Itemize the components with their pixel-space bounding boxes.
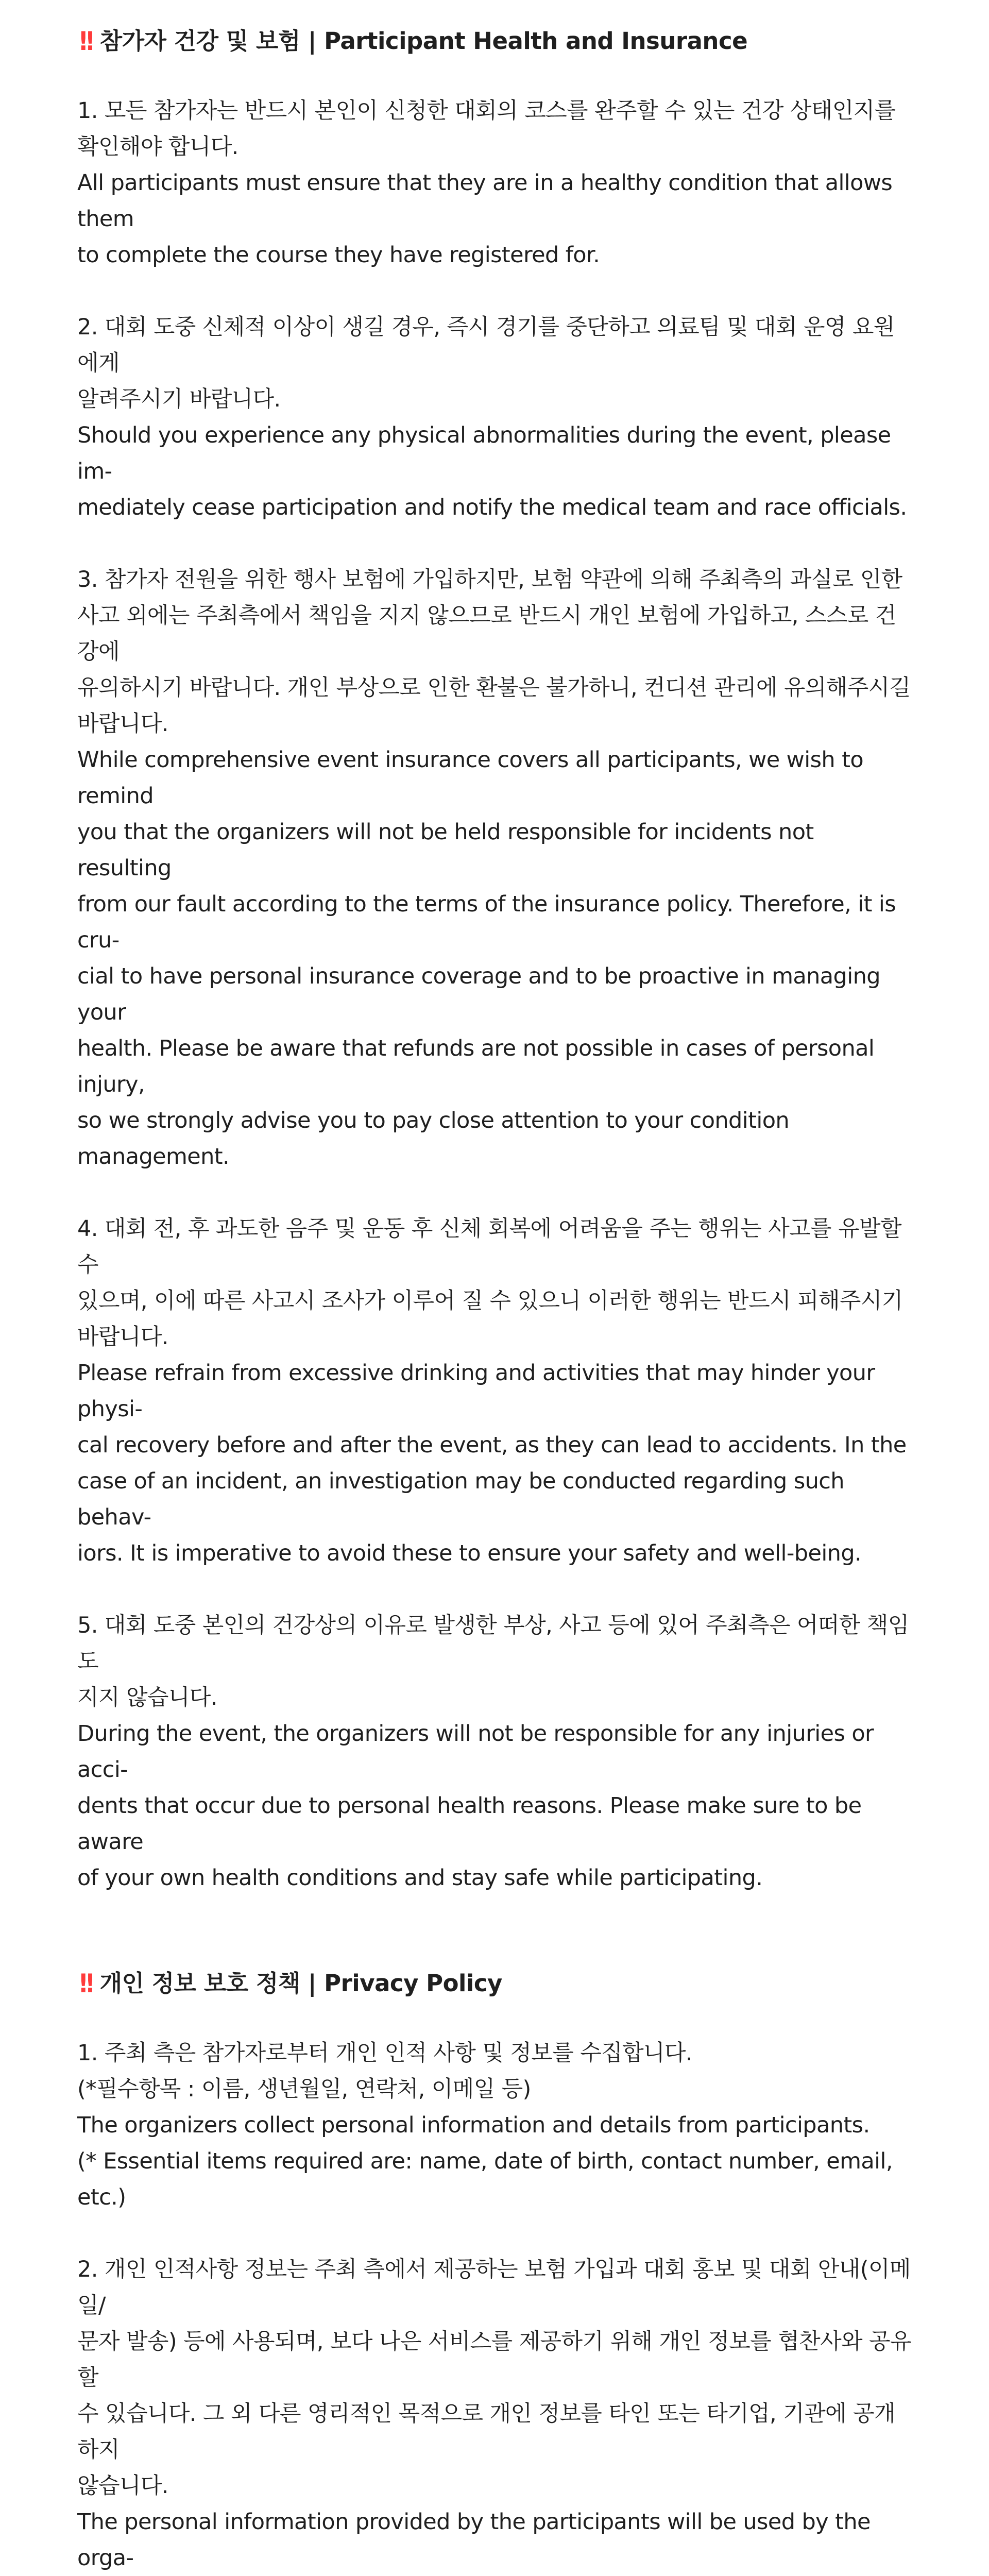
terms-item-english: During the event, the organizers will not be responsible for any injuries or acci- dents that occur due to personal health reasons. Please make sure to be aware of your own health conditions and stay safe while participating. (77, 1721, 874, 1891)
terms-item-english: All participants must ensure that they are in a healthy condition that allows them to complete the course they have registered for. (77, 170, 893, 268)
terms-item (77, 2035, 912, 2215)
terms-item-korean: 2. 개인 인적사항 정보는 주최 측에서 제공하는 보험 가입과 대회 홍보 및 대회 안내(이메일/ 문자 발송) 등에 사용되며, 보다 나은 서비스를 제공하기 위해 개인 정보를 협찬사와 공유할 수 있습니다. 그 외 다른 영리적인 목적으로 개인 정보를 타인 또는 타기업, 기관에 공개하지 않습니다. (77, 2257, 911, 2499)
terms-item-korean: 5. 대회 도중 본인의 건강상의 이유로 발생한 부상, 사고 등에 있어 주최측은 어떠한 책임도 지지 않습니다. (77, 1613, 909, 1710)
section-title-text: 개인 정보 보호 정책 | Privacy Policy (99, 1970, 502, 1997)
double-exclamation-icon: !! (78, 1969, 92, 1998)
double-exclamation-icon: !! (78, 26, 92, 56)
terms-item-english: Please refrain from excessive drinking and activities that may hinder your physi- cal recovery before and after the event, as they can lead to accidents. In the case of an incident, an investigation may be conducted regarding such behav- iors. It is imperative to avoid these to ensure your safety and well-being. (77, 1360, 907, 1566)
terms-item-korean: 1. 주최 측은 참가자로부터 개인 인적 사항 및 정보를 수집합니다. (*필수항목 : 이름, 생년월일, 연락처, 이메일 등) (77, 2040, 692, 2102)
terms-item (77, 309, 912, 526)
terms-item-english: Should you experience any physical abnormalities during the event, please im- mediately cease participation and notify the medical team and race officials. (77, 422, 907, 520)
terms-item (77, 1211, 912, 1571)
terms-section (77, 21, 912, 1896)
terms-item-english: The personal information provided by the participants will be used by the orga- (77, 2509, 871, 2571)
terms-item-korean: 3. 참가자 전원을 위한 행사 보험에 가입하지만, 보험 약관에 의해 주최측의 과실로 인한 사고 외에는 주최측에서 책임을 지지 않으므로 반드시 개인 보험에 가입하고, 스스로 건강에 유의하시기 바랍니다. 개인 부상으로 인한 환불은 불가하니, 컨디션 관리에 유의해주시길 바랍니다. (77, 567, 911, 737)
section-title-text: 참가자 건강 및 보험 | Participant Health and Insurance (99, 27, 748, 55)
terms-item-korean: 2. 대회 도중 신체적 이상이 생길 경우, 즉시 경기를 중단하고 의료팀 및 대회 운영 요원에게 알려주시기 바랍니다. (77, 314, 895, 412)
terms-item-korean: 4. 대회 전, 후 과도한 음주 및 운동 후 신체 회복에 어려움을 주는 행위는 사고를 유발할 수 있으며, 이에 따른 사고시 조사가 이루어 질 수 있으니 이러한 행위는 반드시 피해주시기 바랍니다. (77, 1216, 903, 1350)
section-title (77, 1963, 912, 2004)
terms-item-english: The organizers collect personal information and details from participants. (* Essential items required are: name, date of birth, contact number, email, etc.) (77, 2112, 893, 2210)
terms-item (77, 1607, 912, 1896)
terms-item (77, 562, 912, 1175)
section-title (77, 21, 912, 62)
terms-item-english: While comprehensive event insurance covers all participants, we wish to remind you that the organizers will not be held responsible for incidents not resulting from our fault according to the terms of the insurance policy. Therefore, it is cru- cial to have personal insurance coverage and to be proactive in managing your health. Please be aware that refunds are not possible in cases of personal injury, so we strongly advise you to pay close attention to your condition management. (77, 747, 896, 1170)
terms-item (77, 93, 912, 273)
terms-section (77, 1963, 912, 2576)
terms-item (77, 2251, 912, 2576)
terms-item-korean: 1. 모든 참가자는 반드시 본인이 신청한 대회의 코스를 완주할 수 있는 건강 상태인지를 확인해야 합니다. (77, 98, 896, 160)
